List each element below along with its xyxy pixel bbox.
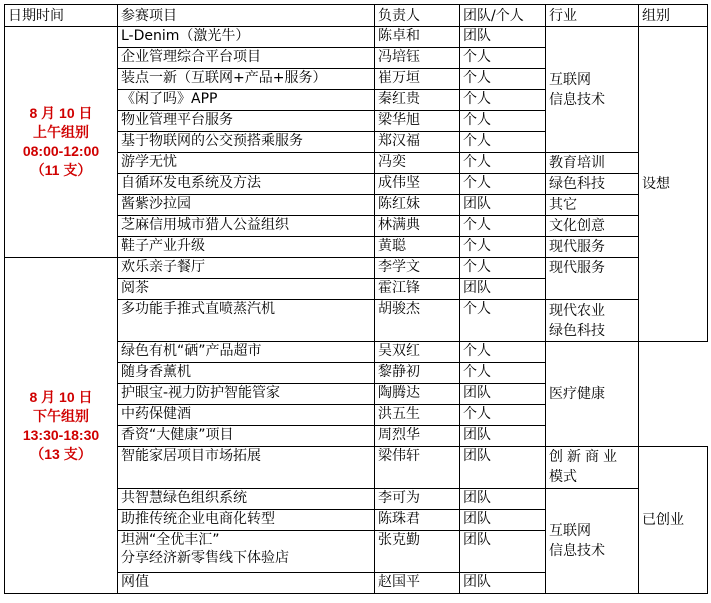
team-cell: 团队 [460,573,546,594]
table-row [5,258,708,279]
project-cell: 物业管理平台服务 [118,111,375,132]
lead-cell: 黄聪 [375,237,460,258]
industry-label: 互联网 [549,523,591,539]
project-cell: 阅茶 [118,279,375,300]
industry-cell: 文化创意 [546,216,639,237]
lead-cell: 陈卓和 [375,27,460,48]
project-cell: 网值 [118,573,375,594]
project-cell: 《闲了吗》APP [118,90,375,111]
lead-cell: 梁伟轩 [375,447,460,489]
team-cell: 团队 [460,27,546,48]
project-cell: 基于物联网的公交预搭乘服务 [118,132,375,153]
group-cell: 已创业 [639,447,708,594]
team-cell: 个人 [460,300,546,342]
lead-cell: 冯奕 [375,153,460,174]
lead-cell: 陈珠君 [375,510,460,531]
industry-cell: 教育培训 [546,153,639,174]
project-cell: 共智慧绿色组织系统 [118,489,375,510]
lead-cell: 梁华旭 [375,111,460,132]
lead-cell: 成伟坚 [375,174,460,195]
lead-cell: 秦红贵 [375,90,460,111]
header-team: 团队/个人 [460,5,546,27]
team-cell: 个人 [460,363,546,384]
industry-label: 创新商业 [549,449,621,465]
header-date: 日期时间 [5,5,118,27]
project-cell: 中药保健酒 [118,405,375,426]
morning-count: （11 支） [30,162,92,178]
team-cell: 团队 [460,447,546,489]
morning-date-cell [5,27,118,258]
industry-cell [546,489,639,594]
industry-label: 模式 [549,469,577,485]
team-cell: 个人 [460,174,546,195]
project-cell: 自循环发电系统及方法 [118,174,375,195]
project-cell: 助推传统企业电商化转型 [118,510,375,531]
afternoon-date-cell [5,258,118,594]
project-line: 坦洲“全优丰汇” [121,532,220,548]
lead-cell: 洪五生 [375,405,460,426]
industry-label: 互联网 [549,71,591,88]
morning-date: 8 月 10 日 [29,105,93,121]
lead-cell: 吴双红 [375,342,460,363]
lead-cell: 冯培钰 [375,48,460,69]
lead-cell: 霍江锋 [375,279,460,300]
team-cell: 团队 [460,510,546,531]
header-lead: 负责人 [375,5,460,27]
industry-cell [546,300,639,342]
lead-cell: 李可为 [375,489,460,510]
header-group: 组别 [639,5,708,27]
team-cell: 团队 [460,279,546,300]
project-cell: 智能家居项目市场拓展 [118,447,375,489]
project-cell: 护眼宝-视力防护智能管家 [118,384,375,405]
lead-cell: 周烈华 [375,426,460,447]
industry-cell: 医疗健康 [546,342,639,447]
lead-cell: 郑汉福 [375,132,460,153]
team-cell: 个人 [460,237,546,258]
team-cell: 个人 [460,216,546,237]
project-cell: 香资“大健康”项目 [118,426,375,447]
industry-label: 现代农业 [549,302,605,319]
project-cell: 装点一新（互联网+产品+服务） [118,69,375,90]
project-cell: 游学无忧 [118,153,375,174]
project-cell: L-Denim（激光牛） [118,27,375,48]
project-cell: 企业管理综合平台项目 [118,48,375,69]
industry-label: 信息技术 [549,91,605,108]
project-cell: 芝麻信用城市猎人公益组织 [118,216,375,237]
project-cell: 欢乐亲子餐厅 [118,258,375,279]
industry-cell: 绿色科技 [546,174,639,195]
industry-label: 信息技术 [549,543,605,559]
morning-time: 08:00-12:00 [22,143,100,159]
lead-cell: 陶腾达 [375,384,460,405]
project-cell: 绿色有机“硒”产品超市 [118,342,375,363]
project-cell [118,531,375,573]
team-cell: 团队 [460,426,546,447]
team-cell: 个人 [460,342,546,363]
header-row [5,5,708,27]
lead-cell: 黎静初 [375,363,460,384]
table-row [5,27,708,48]
lead-cell: 张克勤 [375,531,460,573]
team-cell: 个人 [460,153,546,174]
group-cell: 设想 [639,27,708,342]
afternoon-time: 13:30-18:30 [22,426,100,443]
afternoon-session: 下午组别 [33,407,89,424]
lead-cell: 赵国平 [375,573,460,594]
project-cell: 酱紫沙拉园 [118,195,375,216]
industry-label: 绿色科技 [549,322,605,339]
project-cell: 多功能手推式直喷蒸汽机 [118,300,375,342]
team-cell: 团队 [460,489,546,510]
industry-cell: 现代服务 [546,237,639,258]
lead-cell: 陈红妹 [375,195,460,216]
industry-cell [546,27,639,153]
team-cell: 个人 [460,90,546,111]
industry-cell: 其它 [546,195,639,216]
project-line: 分享经济新零售线下体验店 [121,550,289,566]
team-cell: 个人 [460,258,546,279]
team-cell: 团队 [460,384,546,405]
lead-cell: 林满典 [375,216,460,237]
industry-cell [546,447,639,489]
team-cell: 个人 [460,48,546,69]
afternoon-count: （13 支） [30,445,92,462]
lead-cell: 李学文 [375,258,460,279]
team-cell: 团队 [460,195,546,216]
project-cell: 随身香薰机 [118,363,375,384]
header-project: 参赛项目 [118,5,375,27]
industry-cell: 现代服务 [546,258,639,300]
schedule-table [4,4,708,594]
header-industry: 行业 [546,5,639,27]
team-cell: 团队 [460,531,546,573]
lead-cell: 崔万垣 [375,69,460,90]
team-cell: 个人 [460,132,546,153]
afternoon-date: 8 月 10 日 [29,388,93,405]
morning-session: 上午组别 [33,124,89,140]
team-cell: 个人 [460,405,546,426]
team-cell: 个人 [460,69,546,90]
project-cell: 鞋子产业升级 [118,237,375,258]
team-cell: 个人 [460,111,546,132]
lead-cell: 胡骏杰 [375,300,460,342]
